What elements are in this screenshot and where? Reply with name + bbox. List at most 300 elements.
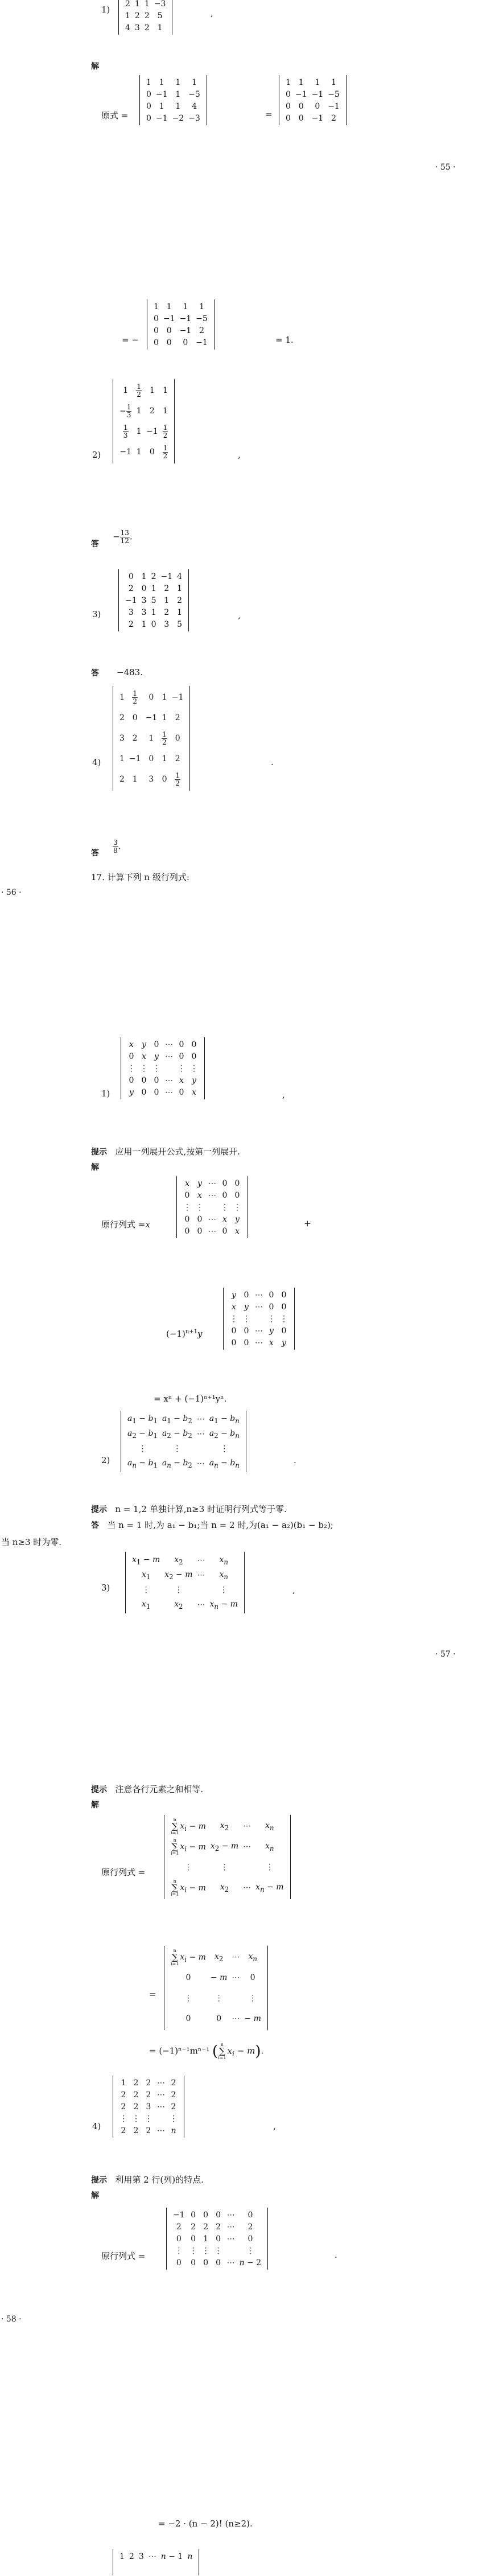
matrix-cell: −5 (196, 314, 208, 323)
matrix-cell: x (192, 1087, 196, 1097)
matrix-cell: 0 (203, 2210, 209, 2220)
answer-line: 当 n≥3 时为零. (1, 1537, 62, 1547)
matrix-cell: 2 (133, 2090, 139, 2100)
determinant (166, 2208, 268, 2270)
matrix-cell: ⋯ (208, 1190, 216, 1200)
matrix-cell: x (235, 1226, 240, 1236)
matrix-cell: ⋮ (127, 1063, 135, 1073)
matrix-cell: 2 (248, 2222, 253, 2232)
matrix-cell: 2 (164, 584, 170, 593)
result: = (−1)ⁿ⁻¹mⁿ⁻¹ ( n ∑ $i=1x_i - m$). (149, 2042, 264, 2060)
matrix-cell: 1 (159, 101, 164, 111)
period: . (335, 2250, 337, 2260)
determinant (125, 1552, 245, 1613)
matrix-cell: 0 (183, 338, 188, 347)
determinant: n ∑ $i=1x_i - m$ $x_2$ ⋯ $x_n$ n ∑ $i=1x_i - m$ $x_2 - m$ ⋯ $x_n$ ⋮ ⋮ ⋮ n ∑ $i=1x_i - m$ $x_2$ ⋯ $x_n - m$ (164, 1815, 291, 1899)
matrix-cell: ⋯ (255, 1326, 263, 1336)
matrix-cell: 0 (281, 1290, 287, 1300)
matrix-cell: 0 (222, 1178, 228, 1188)
comma: , (238, 450, 241, 460)
determinant (279, 75, 347, 125)
solution-label: 解 (91, 2191, 99, 2200)
matrix-cell: y (282, 1338, 286, 1347)
matrix-cell: 2 (125, 0, 130, 9)
period: . (271, 757, 274, 767)
matrix-cell: 2 (146, 2078, 151, 2088)
problem-number: 3) (101, 1583, 110, 1593)
matrix-cell (253, 1313, 265, 1325)
matrix-cell: −2 (172, 113, 184, 123)
matrix-cell: 0 (129, 1051, 134, 1061)
matrix-cell: 0 (269, 1290, 274, 1300)
matrix-cell: −1 (125, 595, 137, 605)
matrix-cell: 2 (134, 11, 140, 20)
matrix-cell: ⋯ (255, 1290, 263, 1300)
matrix-cell: 2 (133, 2126, 139, 2135)
matrix-cell: ⋯ (157, 2078, 165, 2088)
determinant (113, 2076, 184, 2138)
matrix-cell: 0 (286, 89, 291, 99)
negation: = − (122, 335, 139, 345)
hint-line: 提示 利用第 2 行(列)的特点. (91, 2175, 204, 2185)
matrix-cell: ⋯ (255, 1338, 263, 1347)
matrix-cell: n − 2 (239, 2258, 262, 2267)
matrix-cell (195, 1583, 208, 1597)
matrix-cell: ⋮ (267, 1314, 275, 1324)
matrix-cell: x (232, 1302, 236, 1312)
matrix-cell: 0 (176, 2234, 182, 2244)
matrix-cell: 0 (281, 1302, 287, 1312)
matrix-cell: $a_2 - b_1$ (127, 1428, 158, 1440)
solution-label: 解 (91, 62, 99, 71)
determinant (118, 0, 172, 35)
matrix-cell: 0 (154, 326, 159, 335)
matrix-cell: 0 (154, 338, 159, 347)
matrix-cell: 2 (216, 2222, 221, 2232)
matrix-cell: ⋮ (174, 1585, 183, 1595)
matrix-cell: 0 (141, 1075, 147, 1085)
matrix-cell: 2 (151, 572, 156, 581)
matrix-cell: 2 (176, 2222, 182, 2232)
matrix-cell: ⋯ (157, 2126, 165, 2135)
hint-line: 提示 n = 1,2 单独计算,n≥3 时证明行列式等于零. (91, 1504, 287, 1514)
expression-label: 原式 = (101, 110, 129, 121)
matrix-cell: n (171, 2126, 176, 2135)
matrix-cell: 5 (157, 11, 163, 20)
matrix-cell: ⋯ (165, 1087, 173, 1097)
matrix-cell: 1 (144, 0, 150, 9)
matrix-cell: 4 (192, 101, 197, 111)
matrix-cell: $x_1 - m$ (132, 1555, 160, 1566)
matrix-cell: ⋮ (214, 2246, 222, 2255)
matrix-cell: y (197, 1178, 202, 1188)
matrix-cell: 0 (191, 1051, 197, 1061)
matrix-cell: 0 (184, 1214, 190, 1224)
matrix-cell: 3 (141, 607, 147, 617)
matrix-cell: 0 (146, 113, 151, 123)
matrix-cell: x (142, 1051, 146, 1061)
matrix-cell: 2 (133, 2078, 139, 2088)
matrix-cell: 0 (197, 1226, 203, 1236)
result: = 1. (275, 335, 294, 345)
matrix-cell: 2 (133, 2102, 139, 2111)
matrix-cell: ⋮ (142, 1585, 150, 1595)
hint-line: 提示 注意各行元素之和相等. (91, 1784, 204, 1794)
matrix-cell: ⋮ (246, 2246, 254, 2255)
matrix-cell: x (197, 1190, 202, 1200)
matrix-cell: 2 (146, 2090, 151, 2100)
determinant (176, 1176, 248, 1238)
matrix-cell: 0 (281, 1326, 287, 1336)
determinant (118, 569, 189, 631)
answer-value: − $\frac{13}{12}$ . (113, 529, 133, 545)
matrix-cell: 0 (191, 1040, 197, 1049)
matrix-cell: ⋯ (226, 2234, 235, 2244)
matrix-cell: $x_2 - m$ (164, 1570, 193, 1581)
page-number: · 56 · (1, 888, 22, 897)
matrix-cell: ⋮ (183, 1202, 191, 1212)
matrix-cell: 0 (244, 1338, 249, 1347)
matrix-cell: x (129, 1040, 134, 1049)
matrix-cell: −3 (188, 113, 200, 123)
matrix-cell: 0 (197, 1214, 203, 1224)
matrix-cell: ⋮ (119, 2114, 127, 2123)
matrix-cell: −1 (179, 326, 192, 335)
matrix-cell: ⋯ (157, 2090, 165, 2100)
matrix-cell: −1 (328, 101, 340, 111)
matrix-cell: 2 (177, 595, 183, 605)
matrix-cell: $x_2$ (174, 1599, 183, 1610)
result: = xⁿ + (−1)ⁿ⁺¹yⁿ. (154, 1394, 227, 1404)
matrix-cell: −5 (188, 89, 200, 99)
matrix-cell: 2 (171, 2078, 176, 2088)
matrix-cell: y (232, 1290, 236, 1300)
matrix-cell: 0 (166, 326, 172, 335)
matrix-cell: 1 (141, 619, 147, 629)
determinant: n ∑ $i=1x_i - m$ $x_2$ ⋯ $x_n$ 0 − m ⋯ 0 ⋮ ⋮ ⋮ 0 0 ⋯ − m (164, 1946, 268, 2030)
matrix-cell: ⋮ (152, 1063, 160, 1073)
matrix-cell: 3 (164, 619, 170, 629)
matrix-cell: $a_2 - b_n$ (209, 1428, 240, 1440)
matrix-cell: 0 (166, 338, 172, 347)
matrix-cell: −1 (311, 113, 324, 123)
matrix-cell: ⋯ (208, 1226, 216, 1236)
matrix-cell: 0 (222, 1190, 228, 1200)
matrix-cell: ⋯ (197, 1600, 205, 1609)
matrix-cell: 0 (216, 2210, 221, 2220)
matrix-cell: 2 (171, 2090, 176, 2100)
matrix-cell: 1 (151, 607, 156, 617)
matrix-cell: y (154, 1051, 159, 1061)
matrix-cell: ⋮ (201, 2246, 210, 2255)
comma: , (238, 610, 241, 621)
determinant (147, 299, 215, 350)
matrix-cell: 0 (176, 2258, 182, 2267)
result: = −2 · (n − 2)! (n≥2). (158, 2519, 253, 2529)
answer-label: 答 (91, 669, 99, 678)
matrix-cell: ⋯ (255, 1302, 263, 1312)
matrix-cell: 0 (269, 1302, 274, 1312)
matrix-cell: ⋮ (196, 1202, 204, 1212)
matrix-cell: 5 (177, 619, 183, 629)
matrix-cell: ⋯ (226, 2222, 235, 2232)
answer-label: 答 (91, 849, 99, 858)
matrix-cell (155, 2113, 167, 2125)
matrix-cell: ⋯ (197, 1556, 205, 1565)
matrix-cell: 1 (164, 595, 170, 605)
matrix-cell: ⋯ (196, 1415, 205, 1424)
page-number: · 58 · (1, 2315, 22, 2324)
matrix-cell: 0 (129, 1075, 134, 1085)
problem-number: 3) (92, 609, 101, 619)
matrix-cell: ⋮ (220, 1444, 229, 1453)
matrix-cell: ⋮ (230, 1314, 238, 1324)
matrix-cell: 5 (151, 595, 156, 605)
matrix-cell: x (269, 1338, 274, 1347)
matrix-cell: y (244, 1302, 249, 1312)
answer-label: 答 (91, 540, 99, 549)
matrix-cell: 0 (248, 2234, 253, 2244)
sign-factor: $(-1)^{n+1}y$ (166, 1329, 203, 1339)
matrix-cell: 3 (134, 23, 140, 32)
matrix-cell: $x_n$ (219, 1570, 228, 1581)
determinant: 1 2 3 ⋯ n − 1 n (113, 2549, 199, 2575)
matrix-cell: 0 (298, 101, 304, 111)
matrix-cell: 2 (121, 2090, 126, 2100)
matrix-cell: ⋯ (208, 1178, 216, 1188)
matrix-cell: 2 (121, 2102, 126, 2111)
determinant (223, 1288, 295, 1350)
matrix-cell: 1 (175, 77, 181, 87)
matrix-cell: 2 (191, 2222, 196, 2232)
determinant (139, 75, 207, 125)
matrix-cell: 0 (286, 113, 291, 123)
comma: , (292, 1585, 295, 1595)
matrix-cell: 0 (244, 1290, 249, 1300)
matrix-cell: 0 (216, 2234, 221, 2244)
answer-line: 答 当 n = 1 时,为 a₁ − b₁;当 n = 2 时,为(a₁ − a₂)(b₁ − b₂); (91, 1520, 333, 1530)
matrix-cell: y (235, 1214, 240, 1224)
matrix-cell: y (269, 1326, 274, 1336)
matrix-cell: 1 (121, 2078, 126, 2088)
matrix-cell: 1 (154, 302, 159, 311)
matrix-cell: 0 (234, 1178, 240, 1188)
matrix-cell: 0 (154, 314, 159, 323)
matrix-cell: 1 (298, 77, 304, 87)
matrix-cell: −1 (155, 113, 168, 123)
matrix-cell: −1 (160, 572, 173, 581)
answer-value: $\frac{3}{8}$ . (113, 839, 121, 854)
matrix-cell: ⋯ (226, 2258, 235, 2267)
matrix-cell: 0 (151, 619, 156, 629)
matrix-cell: 1 (175, 89, 181, 99)
matrix-cell: 2 (144, 23, 150, 32)
matrix-cell: −1 (163, 314, 175, 323)
matrix-cell: 1 (146, 77, 151, 87)
matrix-cell (206, 1201, 218, 1213)
period: . (294, 1455, 296, 1465)
matrix-cell: ⋮ (173, 1444, 182, 1453)
comma: , (273, 2121, 276, 2131)
matrix-cell: $x_1$ (141, 1599, 151, 1610)
matrix-cell: 3 (146, 2102, 151, 2111)
plus-sign: + (304, 1218, 311, 1229)
problem-number: 2) (92, 450, 101, 460)
expression-label: 原行列式 = (101, 1867, 146, 1877)
matrix-cell (195, 1441, 207, 1456)
matrix-cell: 0 (128, 572, 134, 581)
matrix-cell: $x_1$ (141, 1570, 151, 1581)
matrix-cell: ⋮ (138, 1444, 147, 1453)
matrix-cell: ⋮ (170, 2114, 178, 2123)
problem-number: 1) (101, 1088, 110, 1099)
matrix-cell: 0 (222, 1226, 228, 1236)
matrix-cell: 1 (166, 302, 172, 311)
matrix-cell: ⋮ (221, 1202, 229, 1212)
matrix-cell: 0 (184, 1226, 190, 1236)
matrix-cell: ⋮ (233, 1202, 241, 1212)
matrix-cell: 0 (146, 89, 151, 99)
matrix-cell: 1 (286, 77, 291, 87)
matrix-cell: 3 (128, 607, 134, 617)
matrix-cell: ⋯ (197, 1571, 205, 1580)
matrix-cell: 0 (179, 1087, 184, 1097)
matrix-cell: 0 (154, 1087, 159, 1097)
matrix-cell: 0 (315, 101, 320, 111)
determinant (121, 1037, 205, 1099)
matrix-cell: ⋮ (175, 2246, 183, 2255)
matrix-cell: 1 (183, 302, 188, 311)
matrix-cell: $a_n - b_n$ (209, 1458, 240, 1469)
determinant: 1 $\frac{1}{2}$ 0 1 −1 2 0 −1 1 2 3 2 1 $\frac{1}{2}$ 0 1 −1 0 1 2 2 1 3 0 $\frac{1}{2}$ (113, 686, 190, 791)
matrix-cell: 0 (231, 1338, 237, 1347)
matrix-cell: 0 (179, 1040, 184, 1049)
matrix-cell: 2 (128, 619, 134, 629)
matrix-cell: −1 (295, 89, 307, 99)
matrix-cell: x (222, 1214, 227, 1224)
matrix-cell: ⋯ (165, 1051, 173, 1061)
matrix-cell: 0 (191, 2210, 196, 2220)
matrix-cell: 2 (144, 11, 150, 20)
matrix-cell: $a_1 - b_1$ (127, 1414, 158, 1425)
matrix-cell: ⋯ (165, 1040, 173, 1049)
matrix-cell: 1 (331, 77, 336, 87)
matrix-cell: 1 (159, 77, 164, 87)
solution-label: 解 (91, 1163, 99, 1172)
matrix-cell: −1 (311, 89, 324, 99)
solution-label: 解 (91, 1801, 99, 1810)
problem-number: 1) (101, 5, 110, 15)
equals-sign: = (149, 1989, 156, 1999)
matrix-cell: y (129, 1087, 134, 1097)
matrix-cell: 4 (177, 572, 183, 581)
matrix-cell: 1 (315, 77, 320, 87)
matrix-cell: ⋮ (220, 1585, 228, 1595)
matrix-cell: −1 (173, 2210, 185, 2220)
matrix-cell: 0 (184, 1190, 190, 1200)
matrix-cell: ⋯ (157, 2102, 165, 2111)
matrix-cell: 2 (199, 326, 204, 335)
matrix-cell: $a_1 - b_n$ (209, 1414, 240, 1425)
matrix-cell: $x_n$ (219, 1555, 228, 1566)
matrix-cell: 0 (191, 2234, 196, 2244)
matrix-cell: $a_n - b_1$ (127, 1458, 158, 1469)
matrix-cell: 0 (179, 1051, 184, 1061)
matrix-cell: 0 (146, 101, 151, 111)
matrix-cell: 1 (141, 572, 147, 581)
problem-title: 17. 计算下列 n 级行列式: (91, 872, 189, 882)
matrix-cell: 1 (177, 584, 183, 593)
matrix-cell: ⋮ (280, 1314, 288, 1324)
matrix-cell: 0 (191, 2258, 196, 2267)
matrix-cell: ⋯ (165, 1075, 173, 1085)
matrix-cell: 1 (151, 584, 156, 593)
matrix-cell: −1 (179, 314, 192, 323)
matrix-cell: x (179, 1075, 184, 1085)
answer-value: −483. (117, 667, 143, 677)
matrix-cell: ⋯ (196, 1429, 205, 1439)
comma: , (211, 8, 213, 18)
matrix-cell: x (185, 1178, 189, 1188)
expression-label: 原行列式 =x (101, 1219, 150, 1230)
determinant: 1 $\frac{1}{2}$ 1 1 − $\frac{1}{3}$ 1 2 1 $\frac{1}{3}$ 1 −1 $\frac{1}{2}$ −1 1 0 $\frac{1}{2}$ (113, 379, 175, 463)
matrix-cell: 0 (234, 1190, 240, 1200)
matrix-cell: ⋮ (178, 1063, 185, 1073)
matrix-cell: −1 (155, 89, 168, 99)
problem-number: 4) (92, 2121, 101, 2131)
matrix-cell: −3 (154, 0, 166, 9)
matrix-cell: 2 (331, 113, 336, 123)
matrix-cell: 0 (244, 1326, 249, 1336)
matrix-cell: −1 (196, 338, 208, 347)
matrix-cell: y (142, 1040, 146, 1049)
problem-number: 2) (101, 1455, 110, 1465)
matrix-cell: y (192, 1075, 196, 1085)
matrix-cell: 2 (203, 2222, 209, 2232)
matrix-cell: 2 (164, 607, 170, 617)
matrix-cell: 0 (286, 101, 291, 111)
matrix-cell (225, 2245, 237, 2257)
page-number: · 57 · (435, 1650, 456, 1659)
matrix-cell: 1 (157, 23, 163, 32)
matrix-cell: ⋮ (140, 1063, 148, 1073)
matrix-cell: ⋮ (242, 1314, 250, 1324)
matrix-cell: ⋮ (190, 1063, 198, 1073)
matrix-cell: ⋮ (189, 2246, 197, 2255)
matrix-cell: 1 (134, 0, 140, 9)
matrix-cell: $x_n - m$ (209, 1599, 238, 1610)
matrix-cell: 0 (154, 1075, 159, 1085)
matrix-cell: 1 (192, 77, 197, 87)
matrix-cell: 1 (199, 302, 204, 311)
expression-label: 原行列式 = (101, 2251, 146, 2261)
matrix-cell: 0 (154, 1040, 159, 1049)
matrix-cell: $a_1 - b_2$ (162, 1414, 192, 1425)
matrix-cell: ⋮ (145, 2114, 152, 2123)
matrix-cell: 1 (125, 11, 130, 20)
matrix-cell: ⋮ (132, 2114, 140, 2123)
page-number: · 55 · (435, 163, 456, 172)
matrix-cell: 1 (203, 2234, 209, 2244)
matrix-cell: ⋯ (196, 1459, 205, 1468)
hint-line: 提示 应用一列展开公式,按第一列展开. (91, 1147, 240, 1157)
matrix-cell: 0 (141, 1087, 147, 1097)
matrix-cell: $a_2 - b_2$ (162, 1428, 192, 1440)
matrix-cell: $a_n - b_2$ (162, 1458, 192, 1469)
matrix-cell: 0 (216, 2258, 221, 2267)
comma: , (282, 1090, 285, 1100)
matrix-cell: 2 (128, 584, 134, 593)
